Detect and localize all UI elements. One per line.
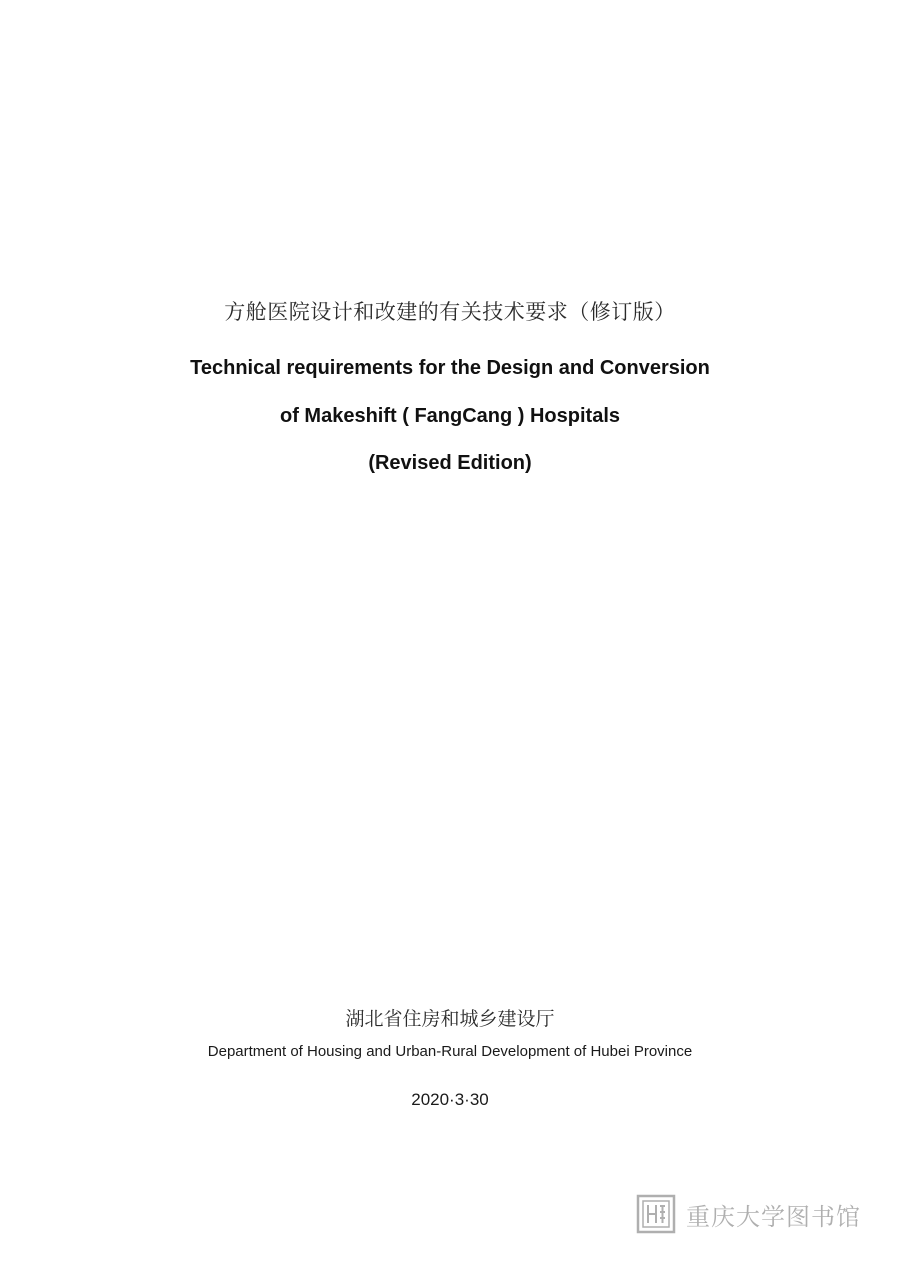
watermark-text: 重庆大学图书馆 (686, 1202, 861, 1231)
document-date: 2020·3·30 (411, 1090, 489, 1109)
title-english-line-3: (Revised Edition) (368, 452, 532, 474)
title-english-line-2: of Makeshift ( FangCang ) Hospitals (279, 405, 621, 427)
library-seal-icon (636, 1194, 676, 1234)
library-watermark (636, 1192, 861, 1236)
title-chinese: 方舱医院设计和改建的有关技术要求（修订版） (224, 300, 676, 324)
issuer-chinese: 湖北省住房和城乡建设厅 (345, 1008, 555, 1030)
title-english-line-1: Technical requirements for the Design and Conversion (190, 357, 710, 379)
issuer-english: Department of Housing and Urban-Rural Development of Hubei Province (207, 1043, 693, 1060)
